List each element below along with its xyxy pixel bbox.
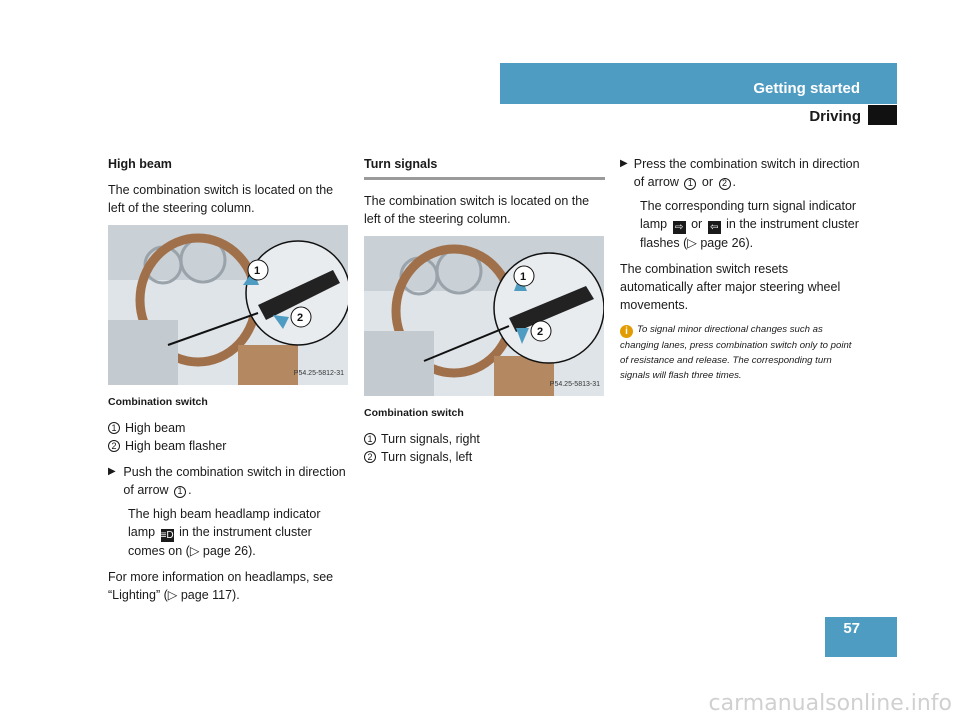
result-text-end: in the instrument cluster flashes (▷ page 26). [640, 217, 859, 250]
number-marker: 2 [719, 178, 731, 190]
legend-item [108, 437, 350, 455]
step-or: or [701, 175, 714, 189]
figure-code: P54.25-5812-31 [293, 370, 344, 377]
legend-label: High beam flasher [125, 439, 227, 453]
legend-item [364, 448, 605, 466]
legend-label: Turn signals, left [381, 450, 473, 464]
number-marker: 2 [364, 451, 376, 463]
figure-code: P54.25-5813-31 [549, 381, 600, 388]
result-text-end: in the instrument cluster comes on (▷ page 26). [128, 525, 312, 558]
instruction-step [620, 155, 862, 191]
result-or: or [691, 217, 703, 231]
section-tab-marker [868, 105, 897, 125]
step-result [620, 197, 862, 252]
info-icon: i [620, 325, 633, 338]
turn-signals-caption: Combination switch [364, 407, 464, 419]
combination-switch-illustration [364, 236, 604, 396]
step-result [108, 505, 350, 560]
high-beam-heading: High beam [108, 157, 172, 171]
step-punctuation: . [188, 483, 192, 497]
turn-signals-column [364, 155, 605, 466]
bullet-arrow-icon: ▶ [108, 466, 116, 477]
legend-item [364, 430, 605, 448]
step-text: Push the combination switch in direction of arrow [123, 465, 346, 497]
legend-label: High beam [125, 421, 186, 435]
legend-item [108, 419, 350, 437]
turn-left-indicator-icon: ⇦ [708, 221, 721, 234]
turn-signals-continued-column [620, 155, 862, 383]
combination-switch-illustration [108, 225, 348, 385]
info-note [620, 322, 862, 383]
high-beam-caption: Combination switch [108, 396, 208, 408]
number-marker: 1 [108, 422, 120, 434]
high-beam-intro: The combination switch is located on the left of the steering column. [108, 183, 334, 215]
reset-text: The combination switch resets automatically after major steering wheel movements. [620, 262, 841, 312]
svg-text:1: 1 [254, 265, 261, 277]
number-marker: 1 [174, 486, 186, 498]
more-info-text: For more information on headlamps, see “Lighting” (▷ page 117). [108, 570, 334, 602]
result-text: The high beam headlamp indicator lamp [128, 507, 321, 539]
high-beam-figure [108, 225, 348, 385]
watermark-text: carmanualsonline.info [708, 691, 952, 716]
svg-text:2: 2 [537, 326, 544, 338]
turn-right-indicator-icon: ⇨ [673, 221, 686, 234]
high-beam-indicator-icon: ≡D [160, 530, 174, 541]
number-marker: 1 [684, 178, 696, 190]
svg-text:1: 1 [520, 271, 527, 283]
result-text: The corresponding turn signal indicator lamp [640, 199, 857, 231]
page-number: 57 [843, 620, 860, 637]
turn-signals-intro: The combination switch is located on the left of the steering column. [364, 194, 590, 226]
instruction-step [108, 463, 350, 499]
subsection-title: Driving [809, 108, 861, 125]
svg-text:2: 2 [297, 312, 304, 324]
turn-signals-figure [364, 236, 604, 396]
step-text: Press the combination switch in direction of arrow [633, 157, 860, 189]
page-number-box [825, 617, 897, 657]
turn-signals-heading: Turn signals [364, 155, 605, 180]
legend-label: Turn signals, right [381, 432, 480, 446]
number-marker: 2 [108, 440, 120, 452]
high-beam-column [108, 155, 350, 612]
step-punctuation: . [732, 175, 736, 189]
bullet-arrow-icon: ▶ [620, 158, 628, 169]
note-text: To signal minor directional changes such as changing lanes, press combination switch only to point of resistance and release. The corresponding turn signals will flash three times. [620, 324, 852, 381]
section-title: Getting started [753, 80, 860, 97]
number-marker: 1 [364, 433, 376, 445]
